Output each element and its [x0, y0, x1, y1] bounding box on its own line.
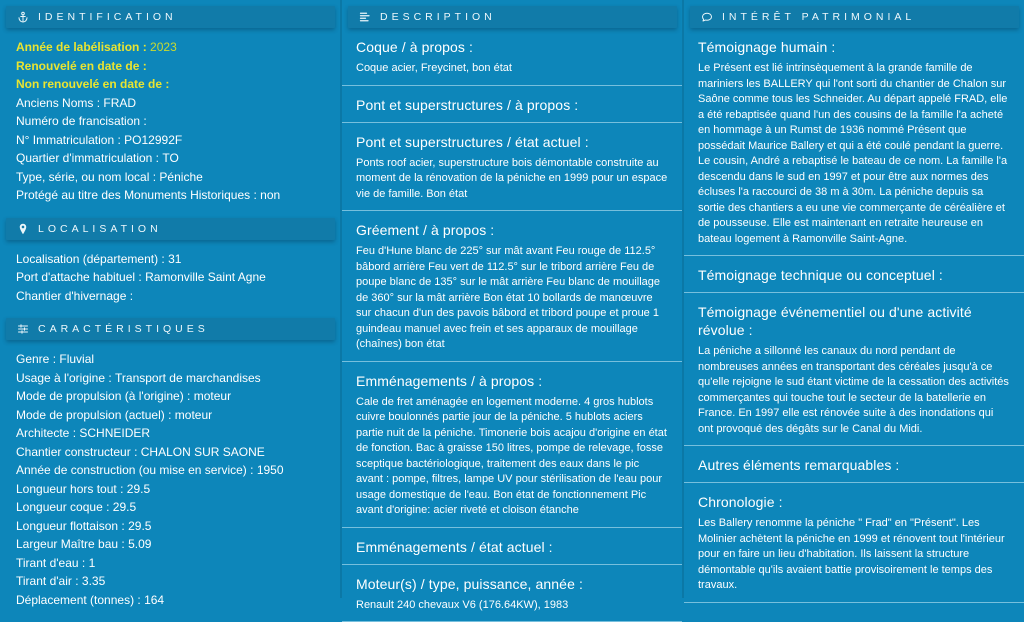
localisation-header[interactable]: [6, 218, 335, 240]
section-text: Feu d'Hune blanc de 225° sur mât avant Feu rouge de 112.5° bâbord arrière Feu vert de 112.5° sur le tribord arrière Feu de poupe blanc de 135° sur le mât arrière Feu blanc de mouillage de 360° sur la mât arrière Bon état 10 bollards de manœuvre sur chacun d'un des pavois bâbord et tribord poupe et proue 1 guindeau manuel avec frein et ses apparaux de mouillage (chaînes) bon état: [356, 244, 669, 353]
section-heading: Emménagements / état actuel :: [356, 538, 669, 556]
description-column: [342, 0, 682, 598]
field-label: Chantier d'hivernage :: [16, 289, 136, 303]
description-section: [342, 123, 682, 212]
field-row: [16, 446, 330, 459]
field-row: [16, 501, 330, 514]
field-row: [16, 60, 330, 73]
field-label: Longueur hors tout :: [16, 482, 127, 496]
interet-header[interactable]: [690, 6, 1019, 28]
field-label: Genre :: [16, 352, 59, 366]
section-heading: Pont et superstructures / état actuel :: [356, 133, 669, 151]
field-value: 164: [144, 593, 164, 607]
field-row: [16, 538, 330, 551]
description-section: [342, 86, 682, 123]
section-text: La péniche a sillonné les canaux du nord pendant de nombreuses années en transportant des céréales jusqu'à ce qu'elle rejoigne le sud étant victime de la cessation des activités commerçantes qui touche tout le secteur de la batellerie en France. En 1997 elle est rénovée suite à des inondations qui ont provoqué des dégâts sur le Canal du Midi.: [698, 344, 1011, 437]
field-label: Longueur flottaison :: [16, 519, 128, 533]
field-value: 29.5: [127, 482, 150, 496]
description-section: [342, 362, 682, 528]
field-row: [16, 464, 330, 477]
description-title: DESCRIPTION: [380, 11, 496, 23]
field-value: FRAD: [103, 96, 136, 110]
field-row: [16, 594, 330, 607]
field-value: 29.5: [113, 500, 136, 514]
field-value: PO12992F: [124, 133, 182, 147]
caracteristiques-fields: [0, 340, 340, 616]
section-heading: Pont et superstructures / à propos :: [356, 96, 669, 114]
field-value: Fluvial: [59, 352, 94, 366]
section-text: Les Ballery renomme la péniche " Frad" en "Présent". Les Molinier achètent la péniche en 1999 et rénovent tout l'intérieur pour en faire un lieu d'habitation. Ils laissent la structure démontable qu'ils avaient battie provisoirement le temps des travaux.: [698, 516, 1011, 594]
field-value: 1: [89, 556, 96, 570]
field-row: [16, 97, 330, 110]
field-label: Mode de propulsion (actuel) :: [16, 408, 175, 422]
field-label: Largeur Maître bau :: [16, 537, 128, 551]
section-heading: Moteur(s) / type, puissance, année :: [356, 575, 669, 593]
field-value: non: [260, 188, 280, 202]
field-value: 31: [168, 252, 181, 266]
field-row: [16, 171, 330, 184]
section-heading: Témoignage technique ou conceptuel :: [698, 266, 1011, 284]
field-label: N° Immatriculation :: [16, 133, 124, 147]
field-label: Localisation (département) :: [16, 252, 168, 266]
interet-column: [684, 0, 1024, 598]
section-heading: Autres éléments remarquables :: [698, 456, 1011, 474]
field-row: [16, 115, 330, 128]
field-label: Non renouvelé en date de :: [16, 77, 173, 91]
description-section: [342, 565, 682, 622]
description-section: [342, 28, 682, 86]
interet-section: [684, 483, 1024, 603]
localisation-title: LOCALISATION: [38, 223, 162, 235]
field-row: [16, 409, 330, 422]
field-value: 2023: [150, 40, 177, 54]
anchor-icon: [17, 11, 29, 23]
field-label: Quartier d'immatriculation :: [16, 151, 162, 165]
field-row: [16, 520, 330, 533]
field-label: Anciens Noms :: [16, 96, 103, 110]
field-row: [16, 290, 330, 303]
field-label: Tirant d'eau :: [16, 556, 89, 570]
section-heading: Gréement / à propos :: [356, 221, 669, 239]
field-row: [16, 253, 330, 266]
field-label: Année de labélisation :: [16, 40, 150, 54]
field-row: [16, 575, 330, 588]
identification-header[interactable]: [6, 6, 335, 28]
field-label: Type, série, ou nom local :: [16, 170, 159, 184]
interet-section: [684, 446, 1024, 483]
field-row: [16, 271, 330, 284]
field-label: Port d'attache habituel :: [16, 270, 145, 284]
section-heading: Chronologie :: [698, 493, 1011, 511]
section-text: Coque acier, Freycinet, bon état: [356, 61, 669, 77]
field-label: Longueur coque :: [16, 500, 113, 514]
field-value: moteur: [175, 408, 212, 422]
section-text: Cale de fret aménagée en logement moderne. 4 gros hublots cuivre boulonnés partie jour de la péniche. 5 hublots aciers partie nuit de la péniche. Timonerie bois acajou d'origine en état de fonction. Bac à graisse 150 litres, pompe de relevage, fosse sceptique bactériologique, traitement des eaux dans le pic avant : pompe, filtres, lampe UV pour stérilisation de l'eau pour usage domestique de l'eau. Bon état de fonctionnement Pic avant d'origine: acier riveté et cloison étanche: [356, 395, 669, 519]
section-text: Renault 240 chevaux V6 (176.64KW), 1983: [356, 598, 669, 614]
field-row: [16, 78, 330, 91]
field-value: Ramonville Saint Agne: [145, 270, 266, 284]
field-row: [16, 134, 330, 147]
field-label: Protégé au titre des Monuments Historiques :: [16, 188, 260, 202]
caracteristiques-title: CARACTÉRISTIQUES: [38, 323, 209, 335]
field-value: Transport de marchandises: [115, 371, 261, 385]
localisation-fields: [0, 240, 340, 313]
section-heading: Emménagements / à propos :: [356, 372, 669, 390]
field-value: TO: [162, 151, 178, 165]
identification-title: IDENTIFICATION: [38, 11, 177, 23]
field-row: [16, 41, 330, 54]
comment-icon: [701, 11, 713, 23]
interet-title: INTÉRÊT PATRIMONIAL: [722, 11, 915, 23]
field-label: Chantier constructeur :: [16, 445, 141, 459]
field-row: [16, 390, 330, 403]
field-row: [16, 189, 330, 202]
section-heading: Témoignage humain :: [698, 38, 1011, 56]
field-label: Année de construction (ou mise en service) :: [16, 463, 257, 477]
caracteristiques-header[interactable]: [6, 318, 335, 340]
field-label: Usage à l'origine :: [16, 371, 115, 385]
field-value: 29.5: [128, 519, 151, 533]
field-row: [16, 427, 330, 440]
interet-section: [684, 256, 1024, 293]
description-section: [342, 211, 682, 362]
field-row: [16, 483, 330, 496]
field-row: [16, 557, 330, 570]
section-heading: Coque / à propos :: [356, 38, 669, 56]
field-row: [16, 353, 330, 366]
field-value: 5.09: [128, 537, 151, 551]
description-section: [342, 528, 682, 565]
field-row: [16, 152, 330, 165]
field-label: Tirant d'air :: [16, 574, 82, 588]
field-row: [16, 372, 330, 385]
field-value: Péniche: [159, 170, 202, 184]
interet-section: [684, 28, 1024, 256]
section-text: Ponts roof acier, superstructure bois démontable construite au moment de la rénovation de la péniche en 1999 pour un espace vie de famille. Bon état: [356, 156, 669, 203]
field-label: Mode de propulsion (à l'origine) :: [16, 389, 194, 403]
text-lines-icon: [359, 11, 371, 23]
field-value: 1950: [257, 463, 284, 477]
section-text: Le Présent est lié intrinsèquement à la grande famille de mariniers les BALLERY qui l'ont sorti du chantier de Chalon sur Saône comme tous les Schneider. Au départ appelé FRAD, elle a été rebaptisée quand l'un des cousins de la famille l'a acheté en hommage à un Rumst de 1936 nommé Présent que possédait Maurice Ballery et qui a été coulé pendant la guerre. Le cousin, André a rebaptisé le bateau de ce nom. La famille l'a descendu dans le sud en 1997 et pour être aux normes des écluses l'a raccourci de 38 m à 30m. La péniche depuis sa sortie des chantiers a eu une vie commerçante de céréalière et de pousseuse. Elle est maintenant en retraite heureuse en bateau logement à Ramonville Saint-Agne.: [698, 61, 1011, 247]
field-label: Numéro de francisation :: [16, 114, 150, 128]
field-value: moteur: [194, 389, 231, 403]
field-value: CHALON SUR SAONE: [141, 445, 265, 459]
identification-fields: [0, 28, 340, 212]
field-value: 3.35: [82, 574, 105, 588]
interet-section: [684, 293, 1024, 446]
field-label: Architecte :: [16, 426, 79, 440]
field-label: Renouvelé en date de :: [16, 59, 150, 73]
left-column: [0, 0, 340, 598]
field-label: Déplacement (tonnes) :: [16, 593, 144, 607]
section-heading: Témoignage événementiel ou d'une activité révolue :: [698, 303, 1011, 339]
map-pin-icon: [17, 223, 29, 235]
description-header[interactable]: [348, 6, 677, 28]
sliders-icon: [17, 323, 29, 335]
field-value: SCHNEIDER: [79, 426, 150, 440]
